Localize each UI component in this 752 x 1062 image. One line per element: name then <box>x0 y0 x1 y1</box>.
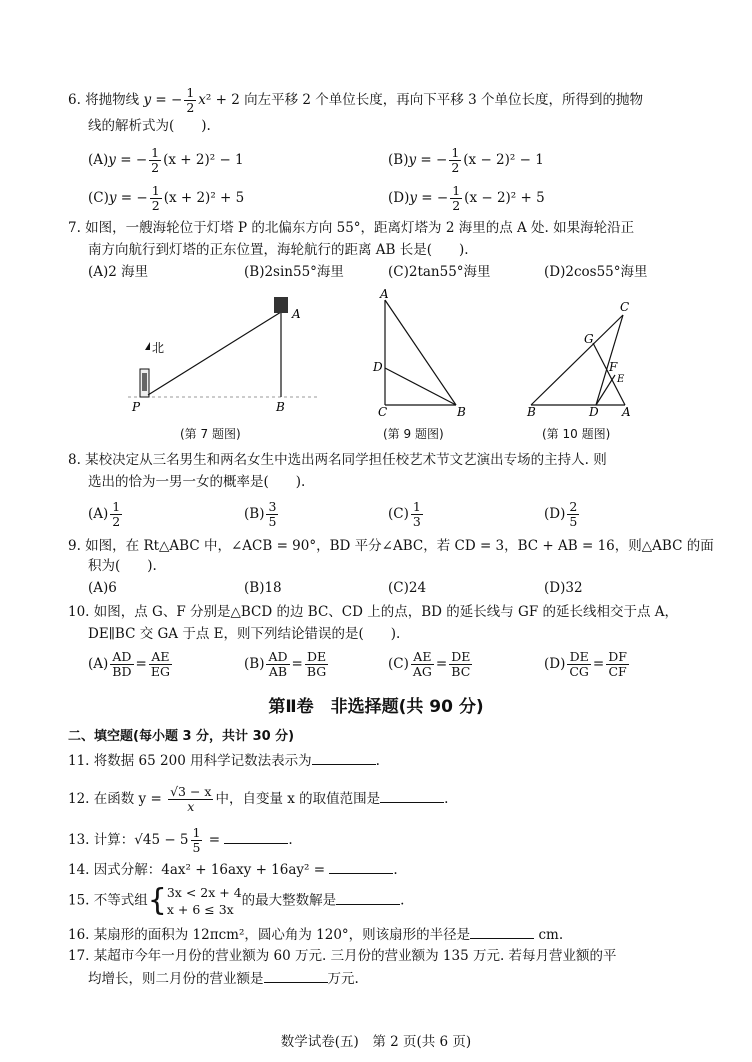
fig9-diagram <box>372 287 466 419</box>
q17-line1: 17. 某超市今年一月份的营业额为 60 万元. 三月份的营业额为 135 万元. 若每月营业额的平 <box>68 948 617 964</box>
q13-line: 13. 计算：√45 − 5 $\frac{1}{5}$ = . <box>68 825 293 855</box>
north-arrow-icon <box>145 342 150 350</box>
fig7-north-label: 北 <box>152 341 165 355</box>
fig9-segment-BD <box>385 368 456 405</box>
fig9-segment-AB <box>385 300 456 405</box>
fig7-segment-PA <box>148 312 281 395</box>
q11-line: 11. 将数据 65 200 用科学记数法表示为 . <box>68 750 380 771</box>
q10-line1: 10. 如图，点 G、F 分别是△BCD 的边 BC、CD 上的点，BD 的延长线与 GF 的延长线相交于点 A， <box>68 604 679 620</box>
answer-blank <box>380 788 444 803</box>
q6-text-b: 向左平移 2 个单位长度，再向下平移 3 个单位长度，所得到的抛物 <box>239 92 643 108</box>
q6-line2: 线的解析式为( ). <box>88 118 211 134</box>
q10-option-d: (D) $\frac{DE}{CG}$ = $\frac{DF}{CF}$ <box>544 649 627 679</box>
q6-option-a: (A)y = − $\frac{1}{2}$ (x + 2)² − 1 <box>88 145 244 175</box>
answer-blank <box>264 968 328 983</box>
q9-option-c: (C)24 <box>388 580 427 596</box>
section-heading: 二、填空题(每小题 3 分，共计 30 分) <box>68 729 295 744</box>
q7-line2: 南方向航行到灯塔的正东位置，海轮航行的距离 AB 长是( ). <box>88 242 469 258</box>
q7-option-c: (C)2tan55°海里 <box>388 264 491 280</box>
q10-option-a: (A) $\frac{AD}{BD}$ = $\frac{AE}{EG}$ <box>88 649 170 679</box>
lighthouse-body <box>142 373 147 391</box>
fig9-label-C: C <box>378 405 388 419</box>
q9-line1: 9. 如图，在 Rt△ABC 中，∠ACB = 90°，BD 平分∠ABC，若 CD = 3，BC + AB = 16，则△ABC 的面 <box>68 538 714 554</box>
fig10-caption: (第 10 题图) <box>542 427 611 441</box>
fig9-label-A: A <box>380 287 389 301</box>
q6-option-c: (C)y = − $\frac{1}{2}$ (x + 2)² + 5 <box>88 183 245 213</box>
q7-option-b: (B)2sin55°海里 <box>244 264 344 280</box>
ship-icon <box>274 297 288 313</box>
q10-line2: DE∥BC 交 GA 于点 E，则下列结论错误的是( ). <box>88 626 401 642</box>
fig10-label-D: D <box>589 405 599 419</box>
fig9-label-B: B <box>457 405 466 419</box>
q15-line: 15. 不等式组{ 3x < 2x + 4 x + 6 ≤ 3x 的最大整数解是 . <box>68 883 405 918</box>
fig10-segment-DE <box>596 375 615 405</box>
q16-line: 16. 某扇形的面积为 12πcm²，圆心角为 120°，则该扇形的半径是 cm. <box>68 924 563 945</box>
page-footer: 数学试卷(五) 第 2 页(共 6 页) <box>280 1034 472 1050</box>
fig10-label-C: C <box>620 300 630 314</box>
figures-area <box>0 285 752 445</box>
fig7-diagram <box>128 297 320 414</box>
q7-line1: 7. 如图，一艘海轮位于灯塔 P 的北偏东方向 55°，距离灯塔为 2 海里的点 A 处. 如果海轮沿正 <box>68 220 635 236</box>
q6-line1: 6. 将抛物线 y = − $\frac{1}{2}$ x² + 2 向左平移 2 个单位长度，再向下平移 3 个单位长度，所得到的抛物 <box>68 85 643 115</box>
answer-blank <box>329 859 393 874</box>
q7-option-d: (D)2cos55°海里 <box>544 264 648 280</box>
q8-option-d: (D) $\frac{2}{5}$ <box>544 499 578 529</box>
q10-option-c: (C) $\frac{AE}{AG}$ = $\frac{DE}{BC}$ <box>388 649 471 679</box>
q8-option-b: (B) $\frac{3}{5}$ <box>244 499 277 529</box>
fig7-label-A: A <box>292 307 301 321</box>
q7-option-a: (A)2 海里 <box>88 264 149 280</box>
fig10-label-A: A <box>622 405 631 419</box>
q8-option-c: (C) $\frac{1}{3}$ <box>388 499 421 529</box>
q9-option-b: (B)18 <box>244 580 282 596</box>
q6-text-a: 6. 将抛物线 <box>68 92 144 108</box>
fig10-label-F: F <box>609 360 618 374</box>
q8-line1: 8. 某校决定从三名男生和两名女生中选出两名同学担任校艺术节文艺演出专场的主持人. 则 <box>68 452 607 468</box>
q14-line: 14. 因式分解：4ax² + 16axy + 16ay² = . <box>68 859 398 880</box>
q12-line: 12. 在函数 y = $\frac{√3 - x}{x}$ 中，自变量 x 的取值范围是 . <box>68 784 449 814</box>
fig10-diagram <box>526 300 631 419</box>
q9-option-a: (A)6 <box>88 580 117 596</box>
answer-blank <box>312 750 376 765</box>
fig9-label-D: D <box>373 360 383 374</box>
section-title: 第Ⅱ卷 非选择题(共 90 分) <box>268 697 484 717</box>
fig10-label-G: G <box>584 332 594 346</box>
fig7-label-B: B <box>276 400 285 414</box>
fig7-label-P: P <box>132 400 141 414</box>
q17-line2: 均增长，则二月份的营业额是 万元. <box>88 968 359 989</box>
q6-option-b: (B)y = − $\frac{1}{2}$ (x − 2)² − 1 <box>388 145 544 175</box>
q6-option-d: (D)y = − $\frac{1}{2}$ (x − 2)² + 5 <box>388 183 545 213</box>
fig9-caption: (第 9 题图) <box>383 427 444 441</box>
answer-blank <box>336 890 400 905</box>
answer-blank <box>470 924 534 939</box>
q9-option-d: (D)32 <box>544 580 583 596</box>
fig10-label-B: B <box>527 405 536 419</box>
q9-line2: 积为( ). <box>88 558 157 574</box>
fig10-label-E: E <box>617 374 625 385</box>
q8-option-a: (A) $\frac{1}{2}$ <box>88 499 121 529</box>
q10-option-b: (B) $\frac{AD}{AB}$ = $\frac{DE}{BG}$ <box>244 649 327 679</box>
fig7-caption: (第 7 题图) <box>180 427 241 441</box>
q8-line2: 选出的恰为一男一女的概率是( ). <box>88 474 306 490</box>
answer-blank <box>224 829 288 844</box>
